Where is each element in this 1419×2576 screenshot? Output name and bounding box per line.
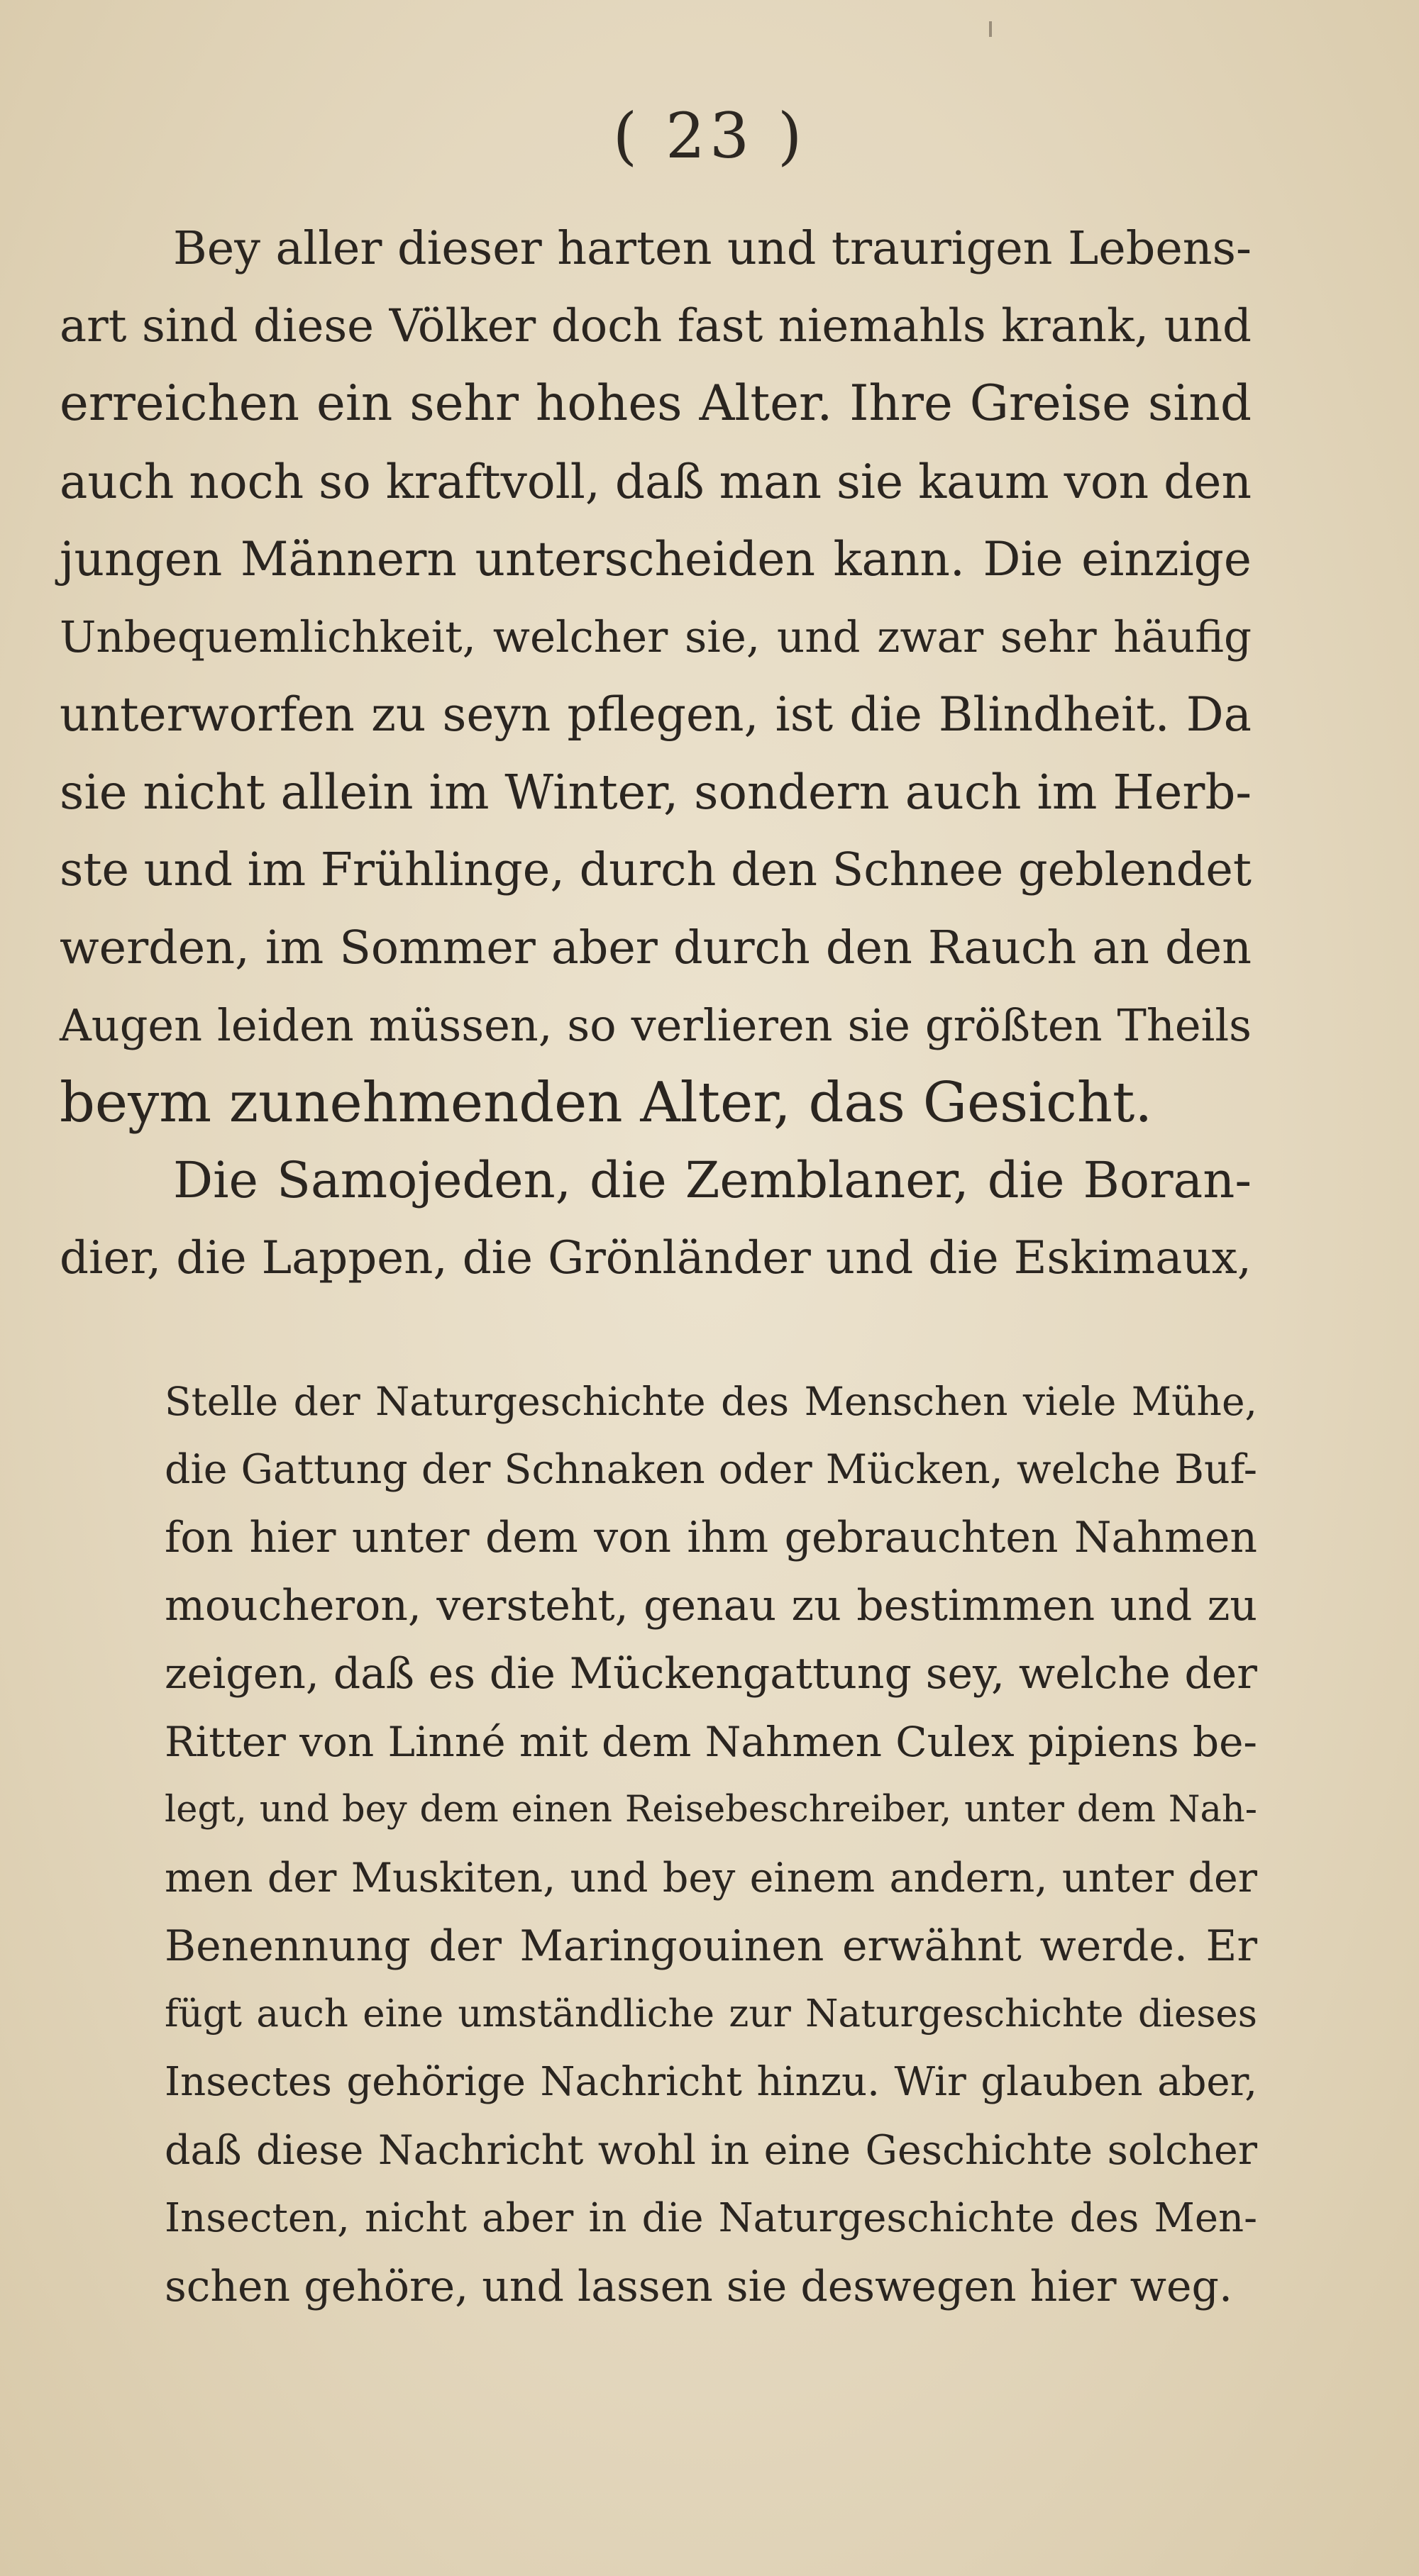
footnote-line: legt, und bey dem einen Reisebeschreiber, unter dem Nah- xyxy=(165,1789,1257,1831)
text-line: Unbequemlichkeit, welcher sie, und zwar sehr häufig xyxy=(60,611,1252,662)
text-line: ste und im Frühlinge, durch den Schnee geblendet xyxy=(60,843,1252,896)
footnote-line: zeigen, daß es die Mückengattung sey, welche der xyxy=(165,1649,1257,1699)
footnote-line: men der Muskiten, und bey einem andern, unter der xyxy=(165,1855,1257,1902)
footnote-line: Ritter von Linné mit dem Nahmen Culex pipiens be- xyxy=(165,1718,1257,1766)
footnote-line: Insectes gehörige Nachricht hinzu. Wir glauben aber, xyxy=(165,2059,1257,2105)
text-line: Die Samojeden, die Zemblaner, die Boran- xyxy=(173,1151,1252,1209)
text-line: unterworfen zu seyn pflegen, ist die Blindheit. Da xyxy=(60,687,1252,742)
text-line: auch noch so kraftvoll, daß man sie kaum von den xyxy=(60,454,1252,509)
main-text xyxy=(60,210,1252,1297)
text-line: sie nicht allein im Winter, sondern auch im Herb- xyxy=(60,764,1252,820)
text-line: beym zunehmenden Alter, das Gesicht. xyxy=(60,1070,1153,1135)
text-line: dier, die Lappen, die Grönländer und die Eskimaux, xyxy=(60,1231,1252,1284)
footnote-line: daß diese Nachricht wohl in eine Geschichte solcher xyxy=(165,2127,1257,2174)
footnote-line: Stelle der Naturgeschichte des Menschen viele Mühe, xyxy=(165,1379,1257,1424)
footnote-line: moucheron, versteht, genau zu bestimmen und zu xyxy=(165,1581,1257,1631)
footnote-line: fon hier unter dem von ihm gebrauchten Nahmen xyxy=(165,1513,1257,1562)
footnote-line: fügt auch eine umständliche zur Naturgeschichte dieses xyxy=(165,1992,1257,2036)
text-line: art sind diese Völker doch fast niemahls krank, und xyxy=(60,299,1252,352)
text-line: Augen leiden müssen, so verlieren sie größten Theils xyxy=(60,999,1252,1051)
footnote-line: Insecten, nicht aber in die Naturgeschichte des Men- xyxy=(165,2195,1257,2241)
text-line: erreichen ein sehr hohes Alter. Ihre Greise sind xyxy=(60,375,1252,432)
margin-mark xyxy=(989,21,992,37)
footnote xyxy=(165,1367,1257,2321)
footnote-line: schen gehöre, und lassen sie deswegen hier weg. xyxy=(165,2262,1233,2311)
footnote-line: Benennung der Maringouinen erwähnt werde. Er xyxy=(165,1921,1257,1971)
page-number: ( 23 ) xyxy=(612,99,807,172)
footnote-line: die Gattung der Schnaken oder Mücken, welche Buf- xyxy=(165,1446,1257,1493)
text-line: Bey aller dieser harten und traurigen Lebens- xyxy=(173,222,1252,275)
text-line: jungen Männern unterscheiden kann. Die einzige xyxy=(60,532,1252,587)
text-line: werden, im Sommer aber durch den Rauch an den xyxy=(60,921,1252,975)
